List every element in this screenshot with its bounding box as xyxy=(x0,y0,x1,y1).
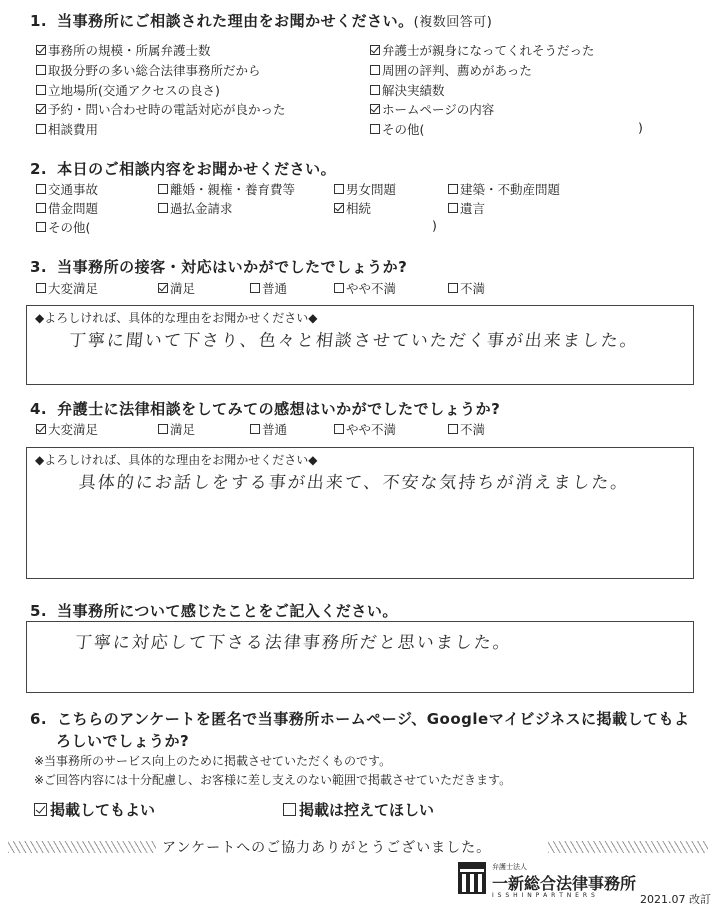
q2-option-label: 建築・不動産問題 xyxy=(460,182,561,197)
q1-heading xyxy=(30,10,492,31)
q2-option[interactable] xyxy=(334,199,371,217)
q2-option[interactable] xyxy=(158,180,295,198)
firm-logo-icon xyxy=(458,862,486,894)
q4-text: 弁護士に法律相談をしてみての感想はいかがでしたでしょうか? xyxy=(57,400,501,418)
checkbox[interactable] xyxy=(334,184,344,194)
thanks-message: アンケートへのご協力ありがとうございました。 xyxy=(162,840,492,856)
checkbox[interactable] xyxy=(250,424,260,434)
q3-option-label: 不満 xyxy=(460,281,486,296)
q6-number: 6. xyxy=(30,710,48,728)
q2-number: 2. xyxy=(30,160,48,178)
checkbox-checked[interactable] xyxy=(158,283,168,293)
q5-text: 当事務所について感じたことをご記入ください。 xyxy=(57,602,398,620)
checkbox[interactable] xyxy=(283,803,296,816)
q1-option-label: 弁護士が親身になってくれそうだった xyxy=(382,43,595,58)
q1-option[interactable] xyxy=(36,81,220,99)
q1-close-paren: ) xyxy=(638,120,643,135)
q1-option-label: 解決実績数 xyxy=(382,83,445,98)
q2-heading xyxy=(30,158,336,179)
firm-english-name: I S S H I N P A R T N E R S xyxy=(492,892,596,899)
q2-option-label: 男女問題 xyxy=(346,182,397,197)
checkbox[interactable] xyxy=(36,283,46,293)
q4-option[interactable] xyxy=(448,420,485,438)
q6-note-1: ※当事務所のサービス向上のために掲載させていただくものです。 xyxy=(34,754,392,768)
q6-option-label: 掲載してもよい xyxy=(50,801,156,819)
q1-option[interactable] xyxy=(370,41,595,59)
q6-option-allow[interactable] xyxy=(34,799,155,820)
q1-option-label: ホームページの内容 xyxy=(382,102,495,117)
q4-option[interactable] xyxy=(334,420,396,438)
checkbox-checked[interactable] xyxy=(36,104,46,114)
hatch-divider-right xyxy=(548,841,708,853)
checkbox[interactable] xyxy=(448,283,458,293)
checkbox[interactable] xyxy=(36,203,46,213)
q5-number: 5. xyxy=(30,602,48,620)
q1-text: 当事務所にご相談された理由をお聞かせください。 xyxy=(57,12,414,30)
q1-option-label: 相談費用 xyxy=(48,122,99,137)
checkbox[interactable] xyxy=(448,424,458,434)
q4-reason-prompt: ◆よろしければ、具体的な理由をお聞かせください◆ xyxy=(35,453,318,467)
checkbox[interactable] xyxy=(448,203,458,213)
q1-option-label: 事務所の規模・所属弁護士数 xyxy=(48,43,211,58)
checkbox[interactable] xyxy=(36,184,46,194)
q2-option-other[interactable] xyxy=(36,218,90,236)
checkbox[interactable] xyxy=(370,65,380,75)
q3-option-label: やや不満 xyxy=(346,281,397,296)
q6-text-line2: ろしいでしょうか? xyxy=(56,732,190,750)
q5-handwritten-answer: 丁寧に対応して下さる法律事務所だと思いました。 xyxy=(73,633,513,653)
q4-handwritten-answer: 具体的にお話しをする事が出来て、不安な気持ちが消えました。 xyxy=(77,473,631,493)
checkbox-checked[interactable] xyxy=(370,45,380,55)
q2-option-label: 遺言 xyxy=(460,201,486,216)
q2-close-paren: ) xyxy=(432,218,437,233)
q6-option-decline[interactable] xyxy=(283,799,434,820)
q4-number: 4. xyxy=(30,400,48,418)
q1-option-other[interactable] xyxy=(370,120,424,138)
q6-note-2: ※ご回答内容には十分配慮し、お客様に差し支えのない範囲で掲載させていただきます。 xyxy=(34,773,512,787)
q3-number: 3. xyxy=(30,258,48,276)
q1-option[interactable] xyxy=(36,41,211,59)
q1-option[interactable] xyxy=(370,81,445,99)
q4-option[interactable] xyxy=(36,420,98,438)
q4-option-label: 不満 xyxy=(460,422,486,437)
q2-option[interactable] xyxy=(36,199,98,217)
q1-option[interactable] xyxy=(36,120,98,138)
hatch-divider-left xyxy=(8,841,156,853)
q3-heading xyxy=(30,256,407,277)
q2-option-label: 離婚・親権・養育費等 xyxy=(170,182,296,197)
checkbox-checked[interactable] xyxy=(36,424,46,434)
q2-option[interactable] xyxy=(334,180,396,198)
q2-option[interactable] xyxy=(448,180,560,198)
q6-option-label: 掲載は控えてほしい xyxy=(299,801,435,819)
q3-option-label: 普通 xyxy=(262,281,288,296)
q2-text: 本日のご相談内容をお聞かせください。 xyxy=(57,160,337,178)
q1-note: (複数回答可) xyxy=(413,15,493,30)
checkbox[interactable] xyxy=(158,424,168,434)
q3-handwritten-answer: 丁寧に聞いて下さり、色々と相談させていただく事が出来ました。 xyxy=(67,331,640,351)
q4-heading xyxy=(30,398,500,419)
checkbox[interactable] xyxy=(448,184,458,194)
q6-heading xyxy=(30,708,689,729)
q1-option[interactable] xyxy=(36,61,261,79)
q2-option-label: 借金問題 xyxy=(48,201,99,216)
q3-reason-prompt: ◆よろしければ、具体的な理由をお聞かせください◆ xyxy=(35,311,318,325)
q3-option[interactable] xyxy=(448,279,485,297)
q3-text: 当事務所の接客・対応はいかがでしたでしょうか? xyxy=(57,258,408,276)
q2-option-label: 相続 xyxy=(346,201,372,216)
q4-reason-box[interactable] xyxy=(26,447,694,579)
q3-option[interactable] xyxy=(334,279,396,297)
q2-option-label: 過払金請求 xyxy=(170,201,233,216)
q1-option-label: その他( xyxy=(382,122,425,137)
checkbox-checked[interactable] xyxy=(334,203,344,213)
q5-heading xyxy=(30,600,398,621)
q1-option-label: 立地場所(交通アクセスの良さ) xyxy=(48,83,220,98)
q3-option[interactable] xyxy=(36,279,98,297)
q1-option-label: 周囲の評判、薦めがあった xyxy=(382,63,532,78)
q3-option[interactable] xyxy=(158,279,195,297)
checkbox[interactable] xyxy=(158,203,168,213)
checkbox[interactable] xyxy=(36,222,46,232)
q1-option[interactable] xyxy=(370,61,532,79)
q3-reason-box[interactable] xyxy=(26,305,694,385)
checkbox[interactable] xyxy=(36,65,46,75)
q2-option[interactable] xyxy=(158,199,233,217)
q1-option-label: 取扱分野の多い総合法律事務所だから xyxy=(48,63,261,78)
checkbox[interactable] xyxy=(370,124,380,134)
q2-option-label: 交通事故 xyxy=(48,182,99,197)
q1-number: 1. xyxy=(30,12,48,30)
q6-text-line1: こちらのアンケートを匿名で当事務所ホームページ、Googleマイビジネスに掲載してもよ xyxy=(57,710,690,728)
checkbox-checked[interactable] xyxy=(370,104,380,114)
q3-option-label: 大変満足 xyxy=(48,281,99,296)
q4-option-label: 満足 xyxy=(170,422,196,437)
checkbox-checked[interactable] xyxy=(34,803,47,816)
q5-answer-box[interactable] xyxy=(26,621,694,693)
q4-option-label: やや不満 xyxy=(346,422,397,437)
q4-option-label: 大変満足 xyxy=(48,422,99,437)
checkbox[interactable] xyxy=(334,424,344,434)
q2-option[interactable] xyxy=(448,199,485,217)
q4-option[interactable] xyxy=(158,420,195,438)
org-type: 弁護士法人 xyxy=(492,863,527,871)
checkbox[interactable] xyxy=(334,283,344,293)
q4-option-label: 普通 xyxy=(262,422,288,437)
q1-option-label: 予約・問い合わせ時の電話対応が良かった xyxy=(48,102,286,117)
q1-option[interactable] xyxy=(36,100,286,118)
firm-name: 一新総合法律事務所 xyxy=(492,874,637,893)
checkbox[interactable] xyxy=(250,283,260,293)
q2-option[interactable] xyxy=(36,180,98,198)
revision-date: 2021.07 改訂 xyxy=(640,893,711,906)
checkbox-checked[interactable] xyxy=(36,45,46,55)
q2-option-label: その他( xyxy=(48,220,91,235)
q3-option-label: 満足 xyxy=(170,281,196,296)
checkbox[interactable] xyxy=(36,124,46,134)
checkbox[interactable] xyxy=(36,85,46,95)
checkbox[interactable] xyxy=(158,184,168,194)
q4-option[interactable] xyxy=(250,420,287,438)
q3-option[interactable] xyxy=(250,279,287,297)
checkbox[interactable] xyxy=(370,85,380,95)
q1-option[interactable] xyxy=(370,100,494,118)
